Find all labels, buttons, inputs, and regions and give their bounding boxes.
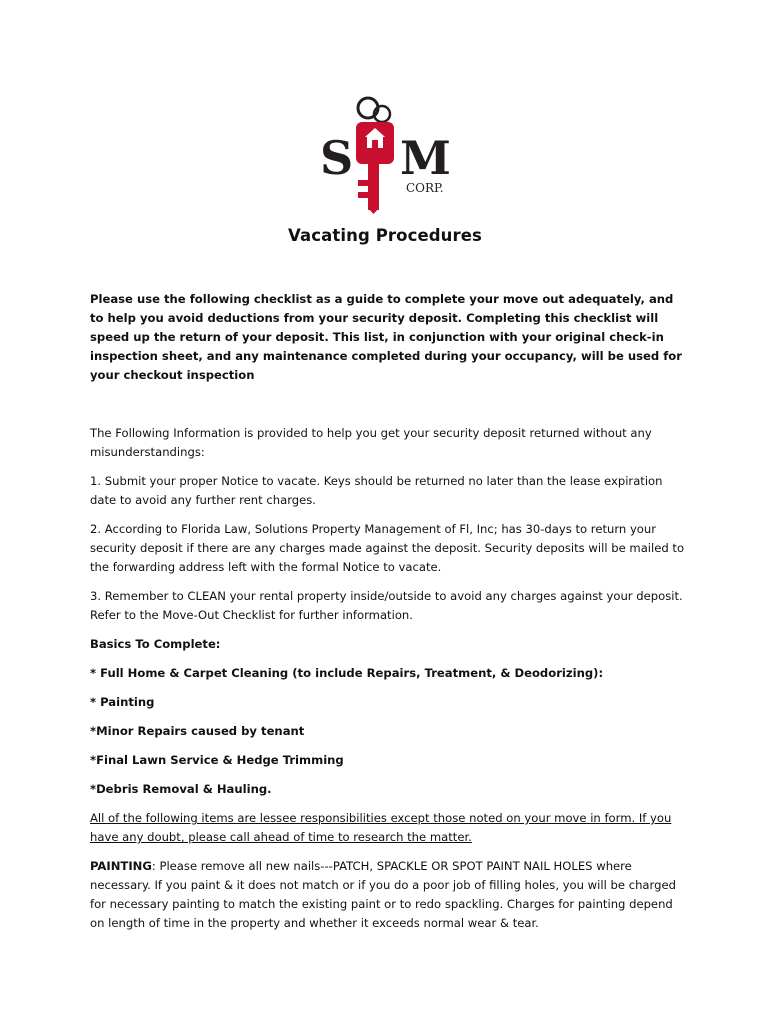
painting-label: PAINTING <box>90 859 152 873</box>
key-tooth-1 <box>358 180 369 186</box>
logo-letter-m: M <box>400 131 451 185</box>
key-tip <box>368 208 379 214</box>
basics-heading: Basics To Complete: <box>90 637 221 651</box>
key-shaft <box>368 162 379 210</box>
key-tooth-2 <box>358 192 369 198</box>
basics-item: * Painting <box>90 695 155 709</box>
basics-item: * Full Home & Carpet Cleaning (to include Repairs, Treatment, & Deodorizing): <box>90 666 604 680</box>
logo-letter-s: S <box>320 131 354 185</box>
numbered-item: 3. Remember to CLEAN your rental property inside/outside to avoid any charges against your deposit. Refer to the Move-Out Checklist for further information. <box>90 589 683 622</box>
logo-corp: CORP. <box>406 181 444 195</box>
painting-text: : Please remove all new nails---PATCH, SPACKLE OR SPOT PAINT NAIL HOLES where necessary. If you paint & it does not match or if you do a poor job of filling holes, you will be charged for necessary painting to match the existing paint or to redo spackling. Charges for painting depend on length of time in the property and whether it exceeds normal wear & tear. <box>90 859 676 930</box>
basics-item: *Debris Removal & Hauling. <box>90 782 272 796</box>
numbered-item: 1. Submit your proper Notice to vacate. Keys should be returned no later than the lease expiration date to avoid any further rent charges. <box>90 474 663 507</box>
numbered-item: 2. According to Florida Law, Solutions Property Management of Fl, Inc; has 30-days to return your security deposit if there are any charges made against the deposit. Security deposits will be mailed to the forwarding address left with the formal Notice to vacate. <box>90 522 685 574</box>
intro-paragraph: Please use the following checklist as a guide to complete your move out adequately, and to help you avoid deductions from your security deposit. Completing this checklist will speed up the return of your deposit. This list, in conjunction with your original check-in inspection sheet, and any maintenance completed during your occupancy, will be used for your checkout inspection <box>90 292 682 382</box>
info-lead-paragraph: The Following Information is provided to help you get your security deposit returned without any misunderstandings: <box>90 426 652 459</box>
spm-corp-logo <box>312 96 456 214</box>
basics-item: *Final Lawn Service & Hedge Trimming <box>90 753 344 767</box>
key-logo-icon <box>312 96 456 214</box>
document-body <box>90 290 690 933</box>
responsibility-note: All of the following items are lessee responsibilities except those noted on your move in form. If you have any doubt, please call ahead of time to research the matter. <box>90 811 672 844</box>
house-door <box>372 140 378 148</box>
basics-item: *Minor Repairs caused by tenant <box>90 724 305 738</box>
page-title: Vacating Procedures <box>288 226 482 245</box>
painting-paragraph <box>90 857 690 933</box>
